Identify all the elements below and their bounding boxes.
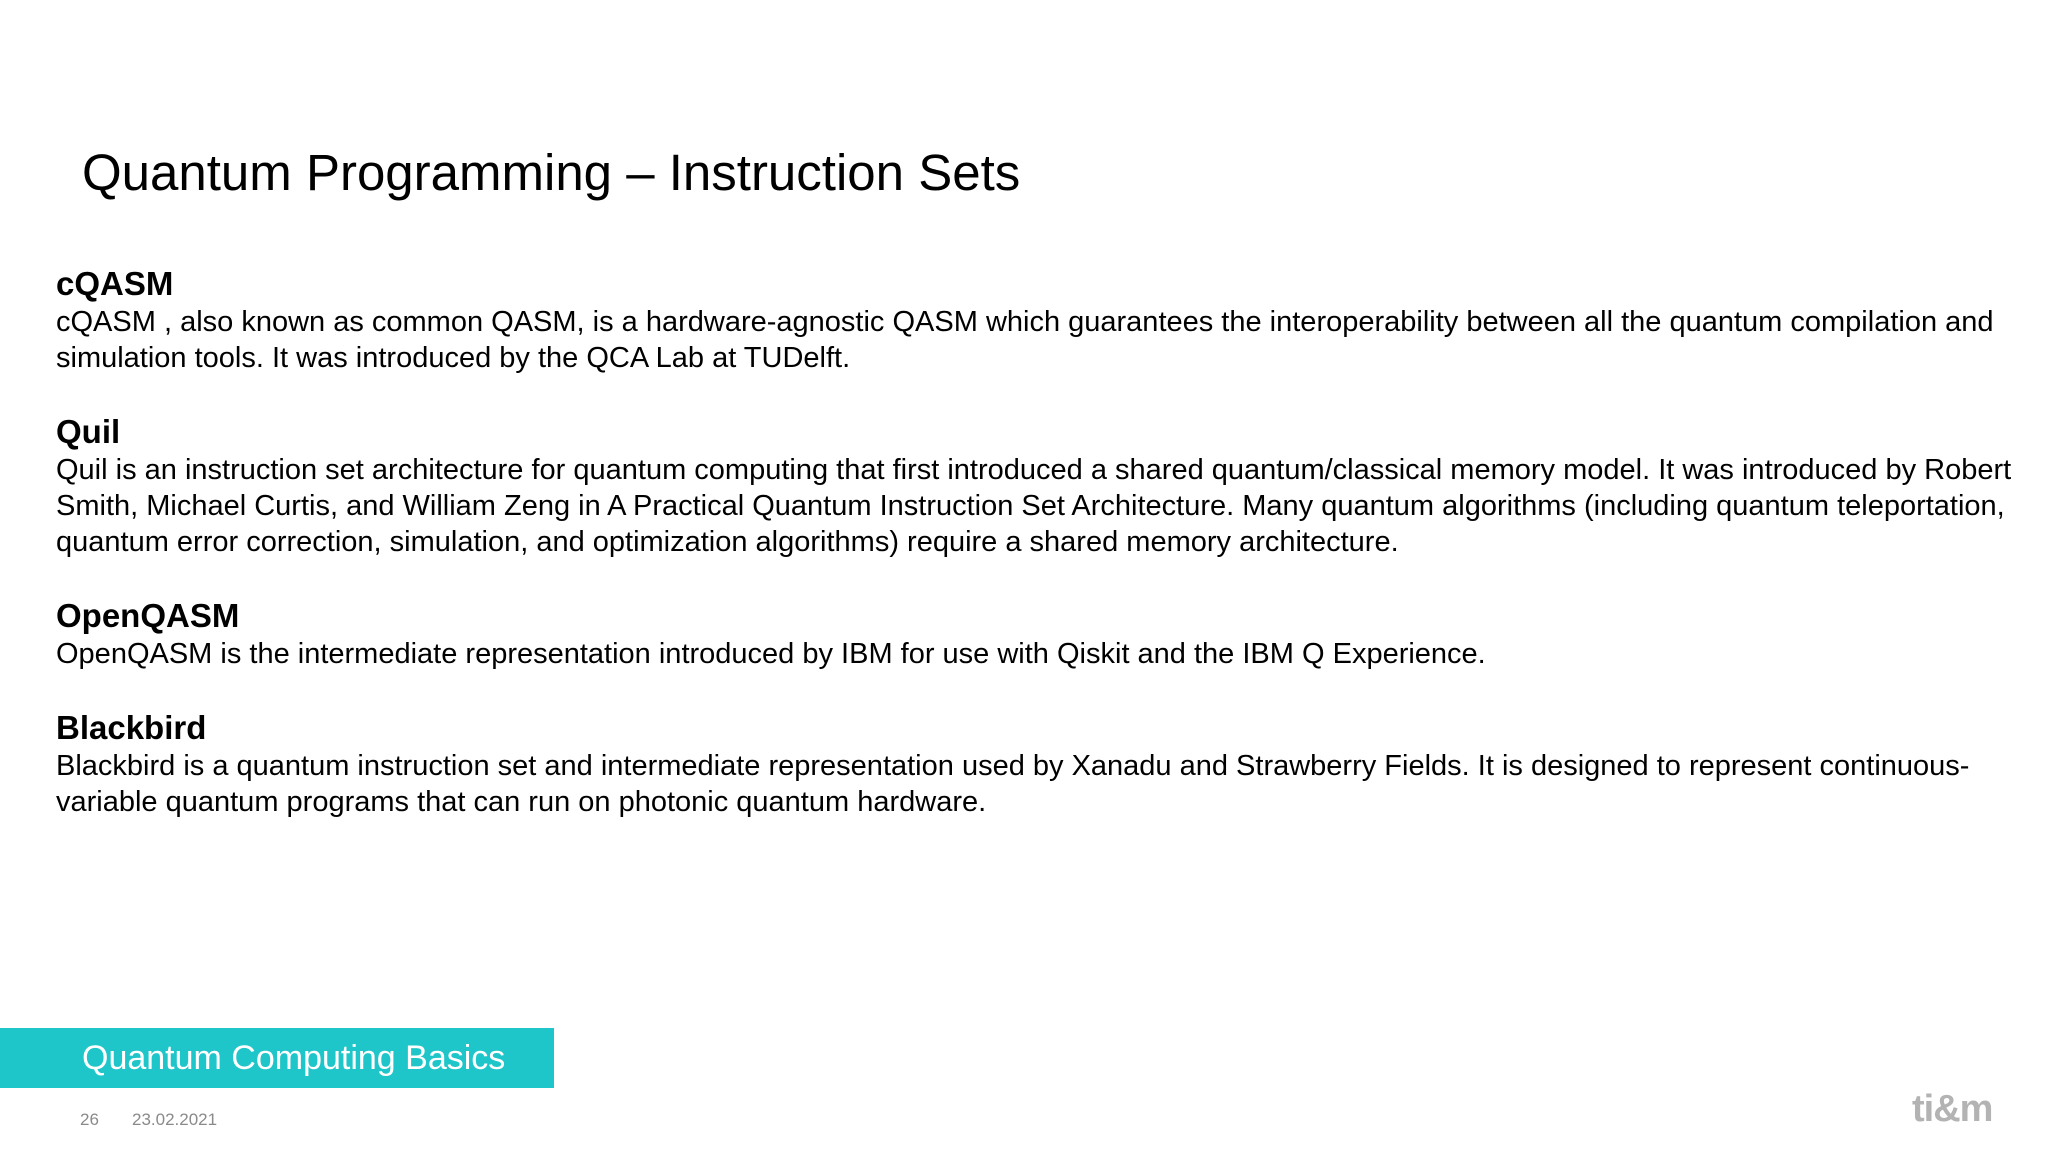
section-heading: cQASM — [56, 265, 174, 302]
slide-date: 23.02.2021 — [132, 1110, 218, 1129]
slide-content — [56, 264, 2016, 856]
section-heading: OpenQASM — [56, 597, 240, 634]
section-cqasm — [56, 264, 2016, 376]
section-body: Blackbird is a quantum instruction set and intermediate representation used by Xanadu and Strawberry Fields. It is designed to represent continuous-variable quantum programs that can run on photonic quantum hardware. — [56, 750, 1970, 818]
section-heading: Blackbird — [56, 709, 207, 746]
slide-title: Quantum Programming – Instruction Sets — [82, 144, 1021, 201]
section-blackbird — [56, 708, 2016, 820]
section-body: Quil is an instruction set architecture for quantum computing that first introduced a shared quantum/classical memory model. It was introduced by Robert Smith, Michael Curtis, and William Zeng in A Practical Quantum Instruction Set Architecture. Many quantum algorithms (including quantum teleportation, quantum error correction, simulation, and optimization algorithms) require a shared memory architecture. — [56, 454, 2012, 558]
page-number: 26 — [80, 1110, 99, 1129]
footer-band: Quantum Computing Basics — [0, 1028, 554, 1088]
section-openqasm — [56, 596, 2016, 672]
section-body: cQASM , also known as common QASM, is a hardware-agnostic QASM which guarantees the interoperability between all the quantum compilation and simulation tools. It was introduced by the QCA Lab at TUDelft. — [56, 306, 1994, 374]
section-body: OpenQASM is the intermediate representation introduced by IBM for use with Qiskit and the IBM Q Experience. — [56, 638, 1486, 670]
section-heading: Quil — [56, 413, 121, 450]
section-quil — [56, 412, 2016, 560]
company-logo: ti&m — [1912, 1088, 1993, 1130]
